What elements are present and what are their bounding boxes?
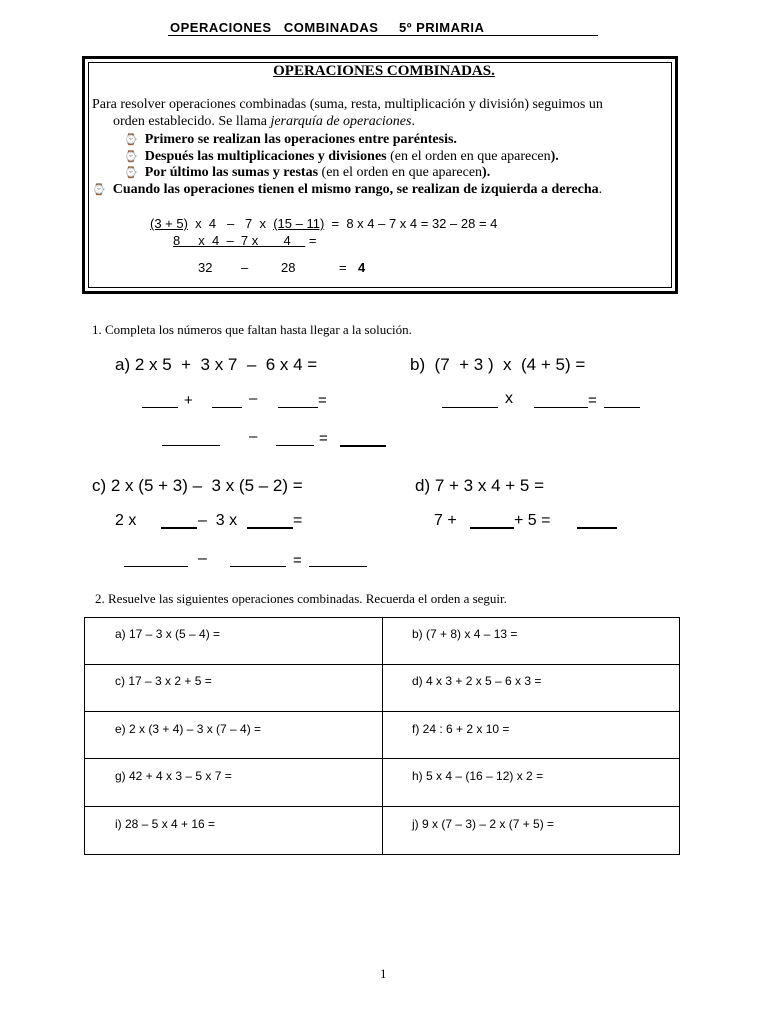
example-l3-a: 32 xyxy=(198,260,213,275)
example-l3-c: 28 xyxy=(281,260,296,275)
clock-icon: ⌚ xyxy=(124,150,138,163)
rule-1: ⌚ Primero se realizan las operaciones entre paréntesis. xyxy=(124,132,457,147)
table-cell-i[interactable]: i) 28 – 5 x 4 + 16 = xyxy=(115,817,216,831)
table-cell-f[interactable]: f) 24 : 6 + 2 x 10 = xyxy=(412,722,510,736)
exercise-c-minus: – xyxy=(198,550,207,567)
exercise-d-part-1: 7 + xyxy=(434,512,457,529)
answer-blank[interactable] xyxy=(230,566,286,567)
answer-blank[interactable] xyxy=(534,407,588,408)
header-underline xyxy=(168,35,598,36)
exercise-d-prompt: d) 7 + 3 x 4 + 5 = xyxy=(415,476,545,495)
page-header: OPERACIONES COMBINADAS 5º PRIMARIA xyxy=(170,20,485,35)
exercise-c-part-3: = xyxy=(293,512,303,529)
table-cell-a[interactable]: a) 17 – 3 x (5 – 4) = xyxy=(115,627,221,641)
exercise-a-plus: + xyxy=(184,392,193,409)
exercise-b-prompt: b) (7 + 3 ) x (4 + 5) = xyxy=(410,355,586,374)
table-column-divider xyxy=(382,618,383,854)
box-title: OPERACIONES COMBINADAS. xyxy=(273,63,495,79)
table-cell-e[interactable]: e) 2 x (3 + 4) – 3 x (7 – 4) = xyxy=(115,722,262,736)
answer-blank[interactable] xyxy=(278,407,318,408)
rule-3: ⌚ Por último las sumas y restas (en el orden en que aparecen). xyxy=(124,165,491,180)
exercise-a-equals-2: = xyxy=(319,430,328,447)
table-cell-j[interactable]: j) 9 x (7 – 3) – 2 x (7 + 5) = xyxy=(412,817,555,831)
table-cell-h[interactable]: h) 5 x 4 – (16 – 12) x 2 = xyxy=(412,769,544,783)
rule-4: ⌚ Cuando las operaciones tienen el mismo rango, se realizan de izquierda a derecha. xyxy=(92,182,603,197)
answer-blank[interactable] xyxy=(442,407,498,408)
intro-line-2: orden establecido. Se llama jerarquía de operaciones. xyxy=(113,114,415,129)
page-number: 1 xyxy=(380,966,387,981)
exercise-b-equals: = xyxy=(588,392,597,409)
exercise-b-times: x xyxy=(505,390,513,407)
answer-blank[interactable] xyxy=(124,566,188,567)
table-cell-d[interactable]: d) 4 x 3 + 2 x 5 – 6 x 3 = xyxy=(412,674,542,688)
exercise-a-equals: = xyxy=(318,392,327,409)
answer-blank[interactable] xyxy=(142,407,178,408)
table-cell-c[interactable]: c) 17 – 3 x 2 + 5 = xyxy=(115,674,212,688)
exercise-2-table xyxy=(84,617,680,855)
example-l3-b: – xyxy=(241,260,249,275)
clock-icon: ⌚ xyxy=(124,166,138,179)
table-row-divider xyxy=(85,806,679,807)
example-l3-result: 4 xyxy=(358,260,366,275)
table-row-divider xyxy=(85,711,679,712)
exercise-a-minus: – xyxy=(249,390,258,407)
answer-blank[interactable] xyxy=(162,445,220,446)
answer-blank[interactable] xyxy=(161,527,197,529)
answer-blank[interactable] xyxy=(470,527,514,529)
table-cell-g[interactable]: g) 42 + 4 x 3 – 5 x 7 = xyxy=(115,769,232,783)
exercise-c-prompt: c) 2 x (5 + 3) – 3 x (5 – 2) = xyxy=(92,476,303,495)
answer-blank[interactable] xyxy=(212,407,242,408)
answer-blank[interactable] xyxy=(276,445,314,446)
answer-blank[interactable] xyxy=(247,527,293,529)
exercise-1-instruction: 1. Completa los números que faltan hasta llegar a la solución. xyxy=(92,322,412,337)
table-row-divider xyxy=(85,664,679,665)
answer-blank[interactable] xyxy=(604,407,640,408)
table-row-divider xyxy=(85,758,679,759)
example-line-1: (3 + 5) x 4 – 7 x (15 – 11) = 8 x 4 – 7 x 4 = 32 – 28 = 4 xyxy=(150,216,498,231)
clock-icon: ⌚ xyxy=(124,133,138,146)
intro-line-1: Para resolver operaciones combinadas (suma, resta, multiplicación y división) seguimos un xyxy=(92,97,603,112)
answer-blank[interactable] xyxy=(577,527,617,529)
exercise-c-part-2: – 3 x xyxy=(198,512,238,529)
exercise-2-instruction: 2. Resuelve las siguientes operaciones combinadas. Recuerda el orden a seguir. xyxy=(95,591,507,606)
exercise-c-part-1: 2 x xyxy=(115,512,137,529)
example-line-2: 8 x 4 – 7 x 4 = xyxy=(173,233,317,248)
table-cell-b[interactable]: b) (7 + 8) x 4 – 13 = xyxy=(412,627,518,641)
hierarchy-term: jerarquía de operaciones xyxy=(270,114,412,129)
exercise-d-part-2: + 5 = xyxy=(514,512,551,529)
exercise-c-equals: = xyxy=(293,552,302,569)
exercise-a-minus-2: – xyxy=(249,428,258,445)
example-l3-d: = xyxy=(339,260,347,275)
answer-blank[interactable] xyxy=(309,566,367,567)
exercise-a-prompt: a) 2 x 5 + 3 x 7 – 6 x 4 = xyxy=(115,355,318,374)
answer-blank[interactable] xyxy=(340,445,386,447)
rule-2: ⌚ Después las multiplicaciones y divisiones (en el orden en que aparecen). xyxy=(124,149,559,164)
clock-icon: ⌚ xyxy=(92,183,106,196)
